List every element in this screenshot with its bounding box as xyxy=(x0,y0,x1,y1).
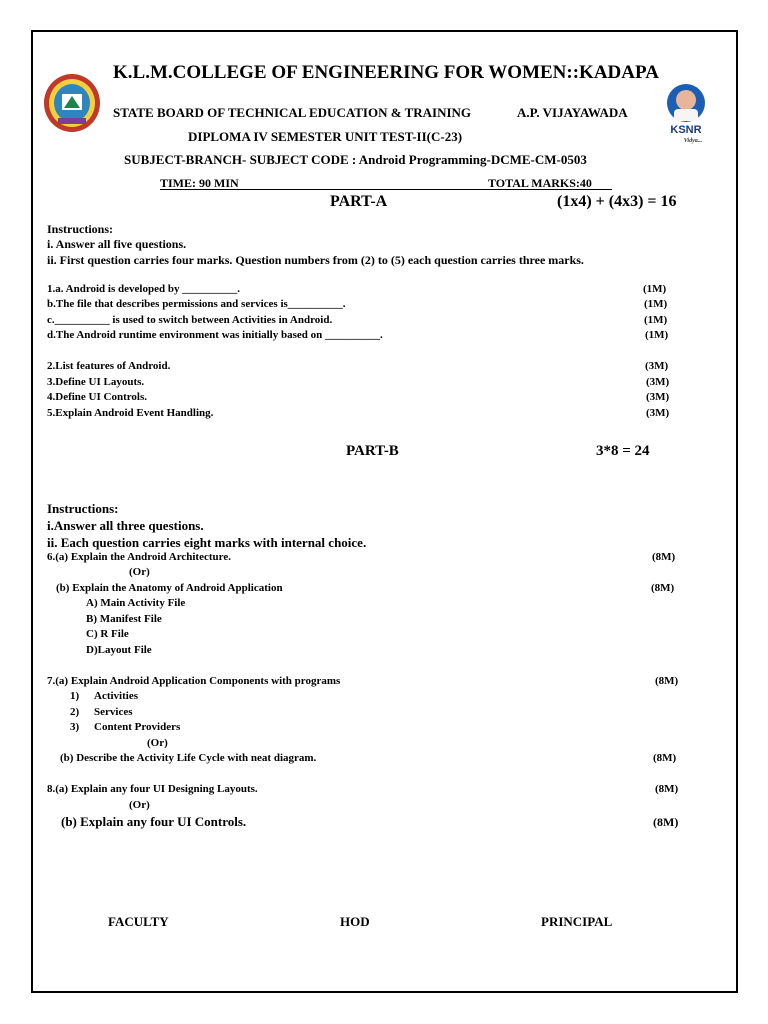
faculty-signature-label: FACULTY xyxy=(108,914,169,929)
college-emblem-icon xyxy=(42,72,102,134)
question-7a-item-1: Activities xyxy=(94,690,138,702)
question-2: 2.List features of Android. xyxy=(47,360,171,372)
part-a-instruction-2: ii. First question carries four marks. Question numbers from (2) to (5) each question carries three marks. xyxy=(47,253,584,267)
question-1a: 1.a. Android is developed by __________. xyxy=(47,283,240,295)
part-b-instruction-2: ii. Each question carries eight marks with internal choice. xyxy=(47,535,367,550)
part-b-title: PART-B xyxy=(346,443,399,459)
part-a-formula: (1x4) + (4x3) = 16 xyxy=(557,193,677,210)
part-a-instructions-heading: Instructions: xyxy=(47,222,114,236)
question-1a-marks: (1M) xyxy=(643,283,667,295)
part-a-instruction-1: i. Answer all five questions. xyxy=(47,237,187,251)
total-marks-label: TOTAL MARKS:40 xyxy=(488,176,592,190)
principal-signature-label: PRINCIPAL xyxy=(541,914,613,929)
part-b-instruction-1: i.Answer all three questions. xyxy=(47,518,204,533)
question-7-or: (Or) xyxy=(147,737,168,749)
question-6b-item-b: B) Manifest File xyxy=(86,613,162,625)
question-1d-marks: (1M) xyxy=(645,329,669,341)
board-place: A.P. VIJAYAWADA xyxy=(517,105,628,120)
question-3-marks: (3M) xyxy=(646,376,670,388)
question-6a-marks: (8M) xyxy=(652,551,676,563)
part-b-instructions-heading: Instructions: xyxy=(47,501,119,516)
question-1b-marks: (1M) xyxy=(644,298,668,310)
question-8b: (b) Explain any four UI Controls. xyxy=(61,814,247,829)
question-6b-item-d: D)Layout File xyxy=(86,644,152,656)
college-title: K.L.M.COLLEGE OF ENGINEERING FOR WOMEN::KADAPA xyxy=(113,62,659,83)
ksnr-logo-text: KSNR xyxy=(670,124,702,136)
question-6b: (b) Explain the Anatomy of Android Application xyxy=(56,582,283,594)
question-1c: c.__________ is used to switch between Activities in Android. xyxy=(47,314,333,326)
question-5: 5.Explain Android Event Handling. xyxy=(47,407,214,419)
part-a-title: PART-A xyxy=(330,193,388,210)
question-6b-marks: (8M) xyxy=(651,582,675,594)
question-6b-item-c: C) R File xyxy=(86,628,129,640)
question-3: 3.Define UI Layouts. xyxy=(47,376,145,388)
question-6b-item-a: A) Main Activity File xyxy=(86,597,186,609)
question-7a-item-3-num: 3) xyxy=(70,721,80,733)
question-7a-item-3: Content Providers xyxy=(94,721,181,733)
question-7a-item-2: Services xyxy=(94,706,133,718)
ksnr-logo-subtext: Vidya... xyxy=(683,138,703,144)
question-1d: d.The Android runtime environment was initially based on __________. xyxy=(47,329,383,341)
question-1c-marks: (1M) xyxy=(644,314,668,326)
exam-title: DIPLOMA IV SEMESTER UNIT TEST-II(C-23) xyxy=(188,129,463,144)
question-4: 4.Define UI Controls. xyxy=(47,391,148,403)
question-7a-marks: (8M) xyxy=(655,675,679,687)
question-6a: 6.(a) Explain the Android Architecture. xyxy=(47,551,231,563)
question-4-marks: (3M) xyxy=(646,391,670,403)
question-7b: (b) Describe the Activity Life Cycle with neat diagram. xyxy=(60,752,317,764)
question-7b-marks: (8M) xyxy=(653,752,677,764)
question-8-or: (Or) xyxy=(129,799,150,811)
question-8a: 8.(a) Explain any four UI Designing Layouts. xyxy=(47,783,258,795)
question-8a-marks: (8M) xyxy=(655,783,679,795)
subject-line: SUBJECT-BRANCH- SUBJECT CODE : Android Programming-DCME-CM-0503 xyxy=(124,152,587,167)
question-2-marks: (3M) xyxy=(645,360,669,372)
question-7a: 7.(a) Explain Android Application Components with programs xyxy=(47,675,341,687)
question-1b: b.The file that describes permissions and services is__________. xyxy=(47,298,346,310)
question-8b-marks: (8M) xyxy=(653,815,679,829)
question-7a-item-2-num: 2) xyxy=(70,706,80,718)
hod-signature-label: HOD xyxy=(340,914,370,929)
question-7a-item-1-num: 1) xyxy=(70,690,80,702)
part-b-formula: 3*8 = 24 xyxy=(596,443,650,459)
ksnr-logo-icon xyxy=(655,83,717,145)
time-label: TIME: 90 MIN xyxy=(160,176,239,190)
question-6-or: (Or) xyxy=(129,566,150,578)
question-5-marks: (3M) xyxy=(646,407,670,419)
board-name: STATE BOARD OF TECHNICAL EDUCATION & TRAINING xyxy=(113,105,472,120)
